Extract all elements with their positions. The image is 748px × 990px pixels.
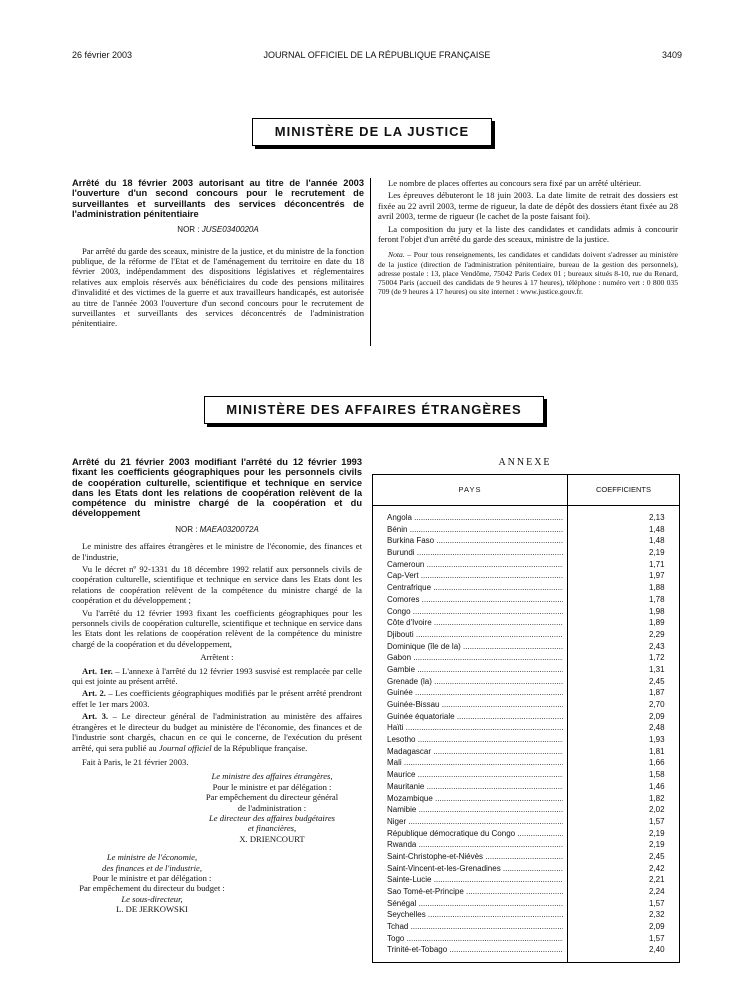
sig2-line: Par empêchement du directeur du budget : <box>79 883 225 894</box>
country-name: Mali ..... <box>387 757 563 769</box>
country-name: Guinée équatoriale ..... <box>387 711 563 723</box>
coefficient-value: 1,72 <box>649 653 665 663</box>
coefficient-value: 2,45 <box>649 676 665 686</box>
affaires-vu-decret: Vu le décret nº 92-1331 du 18 décembre 1992 relatif aux personnels civils de coopération culturelle, scientifique et technique en service dans les Etats dont les relations de coopération relèvent de la compétence du ministre chargé de la coopération et du développement ; <box>72 564 362 606</box>
country-name: Mozambique ..... <box>387 793 563 805</box>
affaires-nor-code: MAEA0320072A <box>199 524 259 534</box>
ministry-justice-label: MINISTÈRE DE LA JUSTICE <box>274 124 470 139</box>
justice-column-divider <box>370 178 371 346</box>
country-name: République démocratique du Congo ..... <box>387 828 563 840</box>
country-name: Cap-Vert ..... <box>387 570 563 582</box>
country-name: Tchad ..... <box>387 921 563 933</box>
justice-body: Par arrêté du garde des sceaux, ministre de la justice, et du ministre de la fonction publique, de la réforme de l'Etat et de l'aménagement du territoire en date du 18 février 2003, indépendamment des dispositions législatives et réglementaires relatives aux emplois réservés aux bénéficiaires du code des pensions militaires d'invalidité et des victimes de la guerre et aux travailleurs handicapés, est autorisée au titre de l'année 2003 l'ouverture d'un second concours pour le recrutement de surveillantes et surveillants des services déconcentrés de l'administration pénitentiaire. <box>72 245 364 329</box>
coefficient-value: 2,48 <box>649 723 665 733</box>
table-row <box>387 734 673 746</box>
sig2-line: Pour le ministre et par délégation : <box>92 872 212 883</box>
country-name: Rwanda ..... <box>387 839 563 851</box>
country-name: Saint-Christophe-et-Niévès ..... <box>387 851 563 863</box>
country-name: Djibouti ..... <box>387 629 563 641</box>
country-name: Guinée ..... <box>387 687 563 699</box>
coefficient-value: 1,82 <box>649 793 665 803</box>
table-row <box>387 851 673 863</box>
affaires-article-1: Art. 1er. – L'annexe à l'arrêté du 12 février 1993 susvisé est remplacée par celle qui est jointe au présent arrêté. <box>72 665 362 687</box>
table-row <box>387 594 673 606</box>
table-row <box>387 886 673 898</box>
table-row <box>387 711 673 723</box>
table-row <box>387 652 673 664</box>
table-row <box>387 757 673 769</box>
coefficient-value: 2,09 <box>649 711 665 721</box>
page-header <box>72 50 682 64</box>
table-body <box>387 512 673 956</box>
affaires-nor: NOR : MAEA0320072A <box>175 524 259 534</box>
country-name: Gambie ..... <box>387 664 563 676</box>
table-row <box>387 547 673 559</box>
signature-block-2 <box>72 852 232 914</box>
justice-decree-title: Arrêté du 18 février 2003 autorisant au titre de l'année 2003 l'ouverture d'un second concours pour le recrutement de surveillantes et surveillants des services déconcentrés de l'administration pénitentiaire <box>72 178 364 219</box>
justice-right-column <box>378 178 678 298</box>
country-name: Congo ..... <box>387 606 563 618</box>
ministry-affaires-label: MINISTÈRE DES AFFAIRES ÉTRANGÈRES <box>226 402 522 417</box>
country-name: Maurice ..... <box>387 769 563 781</box>
table-row <box>387 874 673 886</box>
affaires-left-column <box>72 457 362 915</box>
sig2-line: Le sous-directeur, <box>121 893 183 904</box>
coefficient-value: 1,48 <box>649 524 665 534</box>
affaires-article-2: Art. 2. – Les coefficients géographiques modifiés par le présent arrêté prendront effet le 1er mars 2003. <box>72 688 363 709</box>
table-row <box>387 524 673 536</box>
country-name: Comores ..... <box>387 594 563 606</box>
coefficient-value: 2,40 <box>649 945 665 955</box>
table-row <box>387 781 673 793</box>
table-row <box>387 687 673 699</box>
country-name: Bénin ..... <box>387 524 563 536</box>
sig1-line: et financières, <box>247 823 297 834</box>
table-row <box>387 582 673 594</box>
country-name: Niger ..... <box>387 816 563 828</box>
coefficient-value: 2,19 <box>649 548 665 558</box>
coefficient-value: 2,13 <box>649 513 665 522</box>
col-header-pays: PAYS <box>458 485 482 494</box>
table-row <box>387 559 673 571</box>
coefficient-value: 2,09 <box>649 922 665 932</box>
justice-left-column <box>72 178 364 331</box>
country-name: Angola ..... <box>387 512 563 524</box>
table-row <box>387 793 673 805</box>
sig1-line: de l'administration : <box>237 802 307 813</box>
ministry-affaires-heading <box>204 396 544 424</box>
affaires-vu-arrete: Vu l'arrêté du 12 février 1993 fixant les coefficients géographiques pour les personnels civils de coopération culturelle, scientifique et technique en service dans les Etats dont les relations de coopération relèvent de la compétence du ministre chargé de la coopération et du développement, <box>72 607 362 649</box>
country-name: Burkina Faso ..... <box>387 535 563 547</box>
country-name: Madagascar ..... <box>387 746 563 758</box>
ministry-justice-heading <box>252 118 492 146</box>
coefficient-value: 1,57 <box>649 933 665 943</box>
coefficient-value: 2,43 <box>649 641 665 651</box>
country-name: Seychelles ..... <box>387 909 563 921</box>
country-name: Lesotho ..... <box>387 734 563 746</box>
sig1-line: Le directeur des affaires budgétaires <box>208 812 336 823</box>
table-row <box>387 617 673 629</box>
country-name: Sénégal ..... <box>387 898 563 910</box>
table-row <box>387 606 673 618</box>
justice-nor: NOR : JUSE0340020A <box>177 225 259 235</box>
sig1-line: Par empêchement du directeur général <box>205 792 339 803</box>
table-row <box>387 641 673 653</box>
sig2-signatory: L. DE JERKOWSKI <box>116 904 188 915</box>
journal-title: JOURNAL OFFICIEL DE LA RÉPUBLIQUE FRANÇAISE <box>263 50 491 60</box>
coefficient-value: 1,58 <box>649 770 665 780</box>
country-name: Grenade (la) ..... <box>387 676 563 688</box>
country-name: Sainte-Lucie ..... <box>387 874 563 886</box>
table-row <box>387 664 673 676</box>
coefficient-value: 1,31 <box>649 664 665 674</box>
affaires-article-3: Art. 3. – Le directeur général de l'administration au ministère des affaires étrangères et le directeur du budget au ministère de l'économie, des finances et de l'industrie sont chargés, chacun en ce qui le concerne, de l'exécution du présent arrêté, qui sera publié au Journal officiel de la République française. <box>72 711 363 753</box>
table-row <box>387 839 673 851</box>
country-name: Haïti ..... <box>387 722 563 734</box>
coefficient-value: 1,81 <box>649 746 665 756</box>
coefficient-value: 2,19 <box>649 828 665 838</box>
table-row <box>387 863 673 875</box>
justice-nor-code: JUSE0340020A <box>201 225 259 235</box>
affaires-fait: Fait à Paris, le 21 février 2003. <box>82 756 189 767</box>
table-row <box>387 944 673 956</box>
coefficient-value: 1,57 <box>649 898 665 908</box>
coefficient-value: 1,57 <box>649 816 665 826</box>
affaires-preamble: Le ministre des affaires étrangères et le ministre de l'économie, des finances et de l'industrie, <box>72 541 362 562</box>
coefficient-value: 2,21 <box>649 875 665 885</box>
coefficient-value: 2,32 <box>649 910 665 920</box>
country-name: Côte d'Ivoire ..... <box>387 617 563 629</box>
table-row <box>387 933 673 945</box>
table-row <box>387 535 673 547</box>
country-name: Mauritanie ..... <box>387 781 563 793</box>
country-name: Saint-Vincent-et-les-Grenadines ..... <box>387 863 563 875</box>
justice-dates: Les épreuves débuteront le 18 juin 2003. La date limite de retrait des dossiers est fixée au 22 avril 2003, terme de rigueur, la date de dépôt des dossiers étant fixée au 28 avril 2003, terme de rigueur (le cachet de la poste faisant foi). <box>378 190 678 222</box>
country-name: Trinité-et-Tobago ..... <box>387 944 563 956</box>
coefficient-value: 2,70 <box>649 700 665 709</box>
affaires-arretent: Arrêtent : <box>200 652 234 663</box>
issue-date: 26 février 2003 <box>72 50 133 60</box>
sig1-line: Pour le ministre et par délégation : <box>212 781 332 792</box>
table-row <box>387 722 673 734</box>
affaires-decree-title: Arrêté du 21 février 2003 modifiant l'arrêté du 12 février 1993 fixant les coefficients géographiques pour les personnels civils de coopération culturelle, scientifique et technique en service dans les Etats dont les relations de coopération relèvent de la compétence du ministre chargé de la coopération et du développement <box>72 457 362 519</box>
page-number: 3409 <box>661 50 682 60</box>
table-row <box>387 898 673 910</box>
table-row <box>387 629 673 641</box>
coefficient-value: 1,97 <box>649 571 665 581</box>
country-name: Gabon ..... <box>387 652 563 664</box>
country-name: Centrafrique ..... <box>387 582 563 594</box>
justice-note: Nota. – Pour tous renseignements, les candidates et candidats doivent s'adresser au ministère de la justice (direction de l'administration pénitentiaire, bureau de la gestion des personnels), adresse postale : 13, place Vendôme, 75042 Paris Cedex 01 ; bureaux situés 8-10, rue du Renard, 75004 Paris (accueil des candidats de 9 heures à 17 heures), téléphone : numéro vert : 0 800 035 709 (de 9 heures à 17 heures) ou site internet : www.justice.gouv.fr. <box>378 250 678 297</box>
country-name: Namibie ..... <box>387 804 563 816</box>
table-row <box>387 676 673 688</box>
table-row <box>387 570 673 582</box>
coefficient-value: 1,78 <box>649 594 665 604</box>
country-name: Dominique (île de la) ..... <box>387 641 563 653</box>
country-name: Burundi ..... <box>387 547 563 559</box>
coefficient-value: 2,45 <box>649 851 665 861</box>
country-name: Cameroun ..... <box>387 559 563 571</box>
coefficient-value: 1,46 <box>649 781 665 791</box>
coefficient-value: 1,89 <box>649 618 665 628</box>
country-name: Guinée-Bissau ..... <box>387 699 563 711</box>
coefficient-value: 1,87 <box>649 688 665 698</box>
justice-places: Le nombre de places offertes au concours sera fixé par un arrêté ultérieur. <box>388 178 641 188</box>
table-row <box>387 921 673 933</box>
col-header-coefficients: COEFFICIENTS <box>595 485 651 494</box>
signature-block-1 <box>182 771 362 844</box>
table-row <box>387 828 673 840</box>
coefficient-value: 2,02 <box>649 805 665 815</box>
coefficient-value: 1,88 <box>649 583 665 593</box>
country-name: Togo ..... <box>387 933 563 945</box>
justice-jury: La composition du jury et la liste des candidates et candidats admis à concourir feront l'objet d'un arrêté du garde des sceaux, ministre de la justice. <box>378 223 678 245</box>
sig1-line: Le ministre des affaires étrangères, <box>211 771 333 782</box>
coefficient-value: 1,71 <box>649 559 665 569</box>
table-row <box>387 512 673 524</box>
coefficient-value: 1,48 <box>649 536 665 546</box>
coefficient-value: 2,42 <box>649 863 665 873</box>
country-name: Sao Tomé-et-Principe ..... <box>387 886 563 898</box>
coefficient-value: 1,93 <box>649 735 665 745</box>
table-row <box>387 769 673 781</box>
coefficients-table <box>372 474 680 963</box>
sig2-line: des finances et de l'industrie, <box>102 862 202 873</box>
sig2-line: Le ministre de l'économie, <box>106 852 198 863</box>
coefficient-value: 1,66 <box>649 758 665 768</box>
table-row <box>387 746 673 758</box>
sig1-signatory: X. DRIENCOURT <box>239 833 305 844</box>
coefficient-value: 2,29 <box>649 629 665 639</box>
table-row <box>387 909 673 921</box>
coefficient-value: 2,24 <box>649 887 665 896</box>
coefficient-value: 2,19 <box>649 840 665 850</box>
annexe-title: ANNEXE <box>498 457 552 468</box>
table-row <box>387 699 673 711</box>
table-header <box>373 475 679 506</box>
table-row <box>387 816 673 828</box>
coefficient-value: 1,98 <box>649 606 665 616</box>
table-row <box>387 804 673 816</box>
